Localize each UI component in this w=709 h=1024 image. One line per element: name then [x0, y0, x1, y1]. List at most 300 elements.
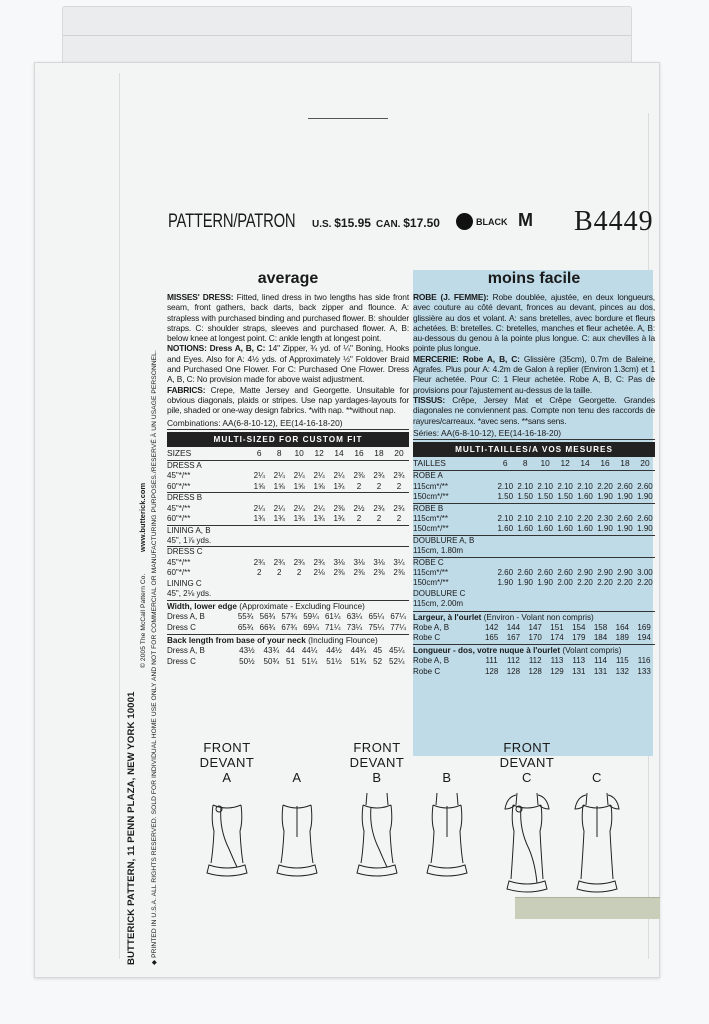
row-label: 150cm*/** — [413, 492, 449, 502]
table-row — [167, 471, 409, 481]
table-cell: 51¼ — [301, 656, 318, 666]
table-cell: 2⅜ — [373, 568, 385, 578]
table-row — [413, 492, 655, 503]
table-cell: 2.20 — [577, 513, 593, 523]
table-row — [413, 503, 655, 514]
table-cell: 194 — [637, 633, 651, 643]
description-bold: MERCERIE: Robe A, B, C: — [413, 353, 520, 364]
table-cell: 1.60 — [537, 524, 553, 534]
shoulder-strap — [607, 793, 608, 805]
row-label: 115cm, 1.80m — [413, 546, 464, 556]
table-cell: 1.60 — [517, 524, 533, 534]
envelope-fold-line — [63, 35, 631, 36]
bodice-neckline — [363, 805, 391, 808]
table-cell: 2¼ — [253, 471, 265, 481]
dress-body — [211, 805, 243, 863]
figure-label-devant — [562, 755, 632, 770]
dress-drawing — [269, 789, 325, 899]
table-row — [167, 536, 409, 547]
table-row — [167, 568, 409, 578]
table-cell: 132 — [615, 666, 629, 676]
description — [167, 292, 409, 416]
row-label: Dress A, B — [167, 612, 205, 622]
width-heading — [413, 611, 655, 623]
description-paragraph — [413, 395, 655, 426]
figure-view-letter: B — [442, 770, 452, 785]
table-cell: 112 — [528, 656, 542, 666]
table-row — [167, 525, 409, 536]
size-label: M — [518, 210, 533, 230]
figure-view-letter: A — [222, 770, 232, 785]
row-label: LINING C — [167, 578, 202, 588]
table-cell: 65¾ — [237, 622, 254, 632]
table-cell: 170 — [528, 633, 542, 643]
table-cell: 2¼ — [273, 503, 285, 513]
row-label: 115cm*/** — [413, 568, 448, 578]
table-cell: 71¼ — [324, 622, 341, 632]
table-cell: 2¾ — [273, 557, 285, 567]
row-label: DRESS B — [167, 493, 409, 504]
row-label: 115cm, 2.00m — [413, 599, 464, 609]
row-label: 60"*/** — [167, 481, 191, 491]
size-cell: 10 — [540, 458, 550, 469]
difficulty-heading: moins facile — [487, 270, 581, 287]
table-row — [167, 623, 409, 633]
table-cell: 2.10 — [577, 481, 593, 491]
table-cell: 61¼ — [324, 612, 341, 622]
dress-figure — [262, 740, 332, 899]
sleeve — [505, 795, 516, 809]
table-cell: 189 — [615, 633, 629, 643]
size-cell: 16 — [600, 458, 610, 469]
table-cell: 66¾ — [259, 622, 276, 632]
combinations-value: AA(6-8-10-12), EE(14-16-18-20) — [440, 427, 562, 438]
table-row — [413, 599, 655, 609]
flap-mark — [308, 118, 388, 119]
table-cell: 1¾ — [273, 514, 285, 524]
description-paragraph — [167, 343, 409, 384]
dress-drawing — [349, 789, 405, 899]
figure-view-letter: C — [522, 770, 532, 785]
table-row — [167, 646, 409, 656]
size-cell: 14 — [580, 458, 590, 469]
description-paragraph — [167, 385, 409, 416]
table-cell: 2.60 — [537, 568, 553, 578]
size-cell: 8 — [522, 458, 528, 469]
side-front-seam — [371, 807, 387, 867]
table-cell: 115 — [615, 656, 629, 666]
table-cell: 1.90 — [597, 492, 613, 502]
table-cell: 2.90 — [617, 568, 633, 578]
back-title: Back length from base of your neck — [167, 636, 306, 646]
table-cell: 2¼ — [273, 471, 285, 481]
table-cell: 114 — [594, 656, 607, 666]
flounce — [207, 865, 247, 876]
table-row — [167, 514, 409, 525]
table-row — [413, 623, 655, 633]
dress-figure — [412, 740, 482, 899]
table-cell: 44¾ — [350, 646, 367, 656]
table-cell: 2.60 — [637, 513, 653, 523]
table-cell: 2.10 — [517, 513, 533, 523]
width-title: Largeur, à l'ourlet — [413, 612, 482, 622]
table-cell: 2½ — [353, 503, 365, 513]
table-cell: 113 — [550, 656, 564, 666]
table-cell: 2¼ — [293, 503, 305, 513]
table-cell: 174 — [550, 633, 564, 643]
table-cell: 1.90 — [537, 578, 553, 588]
table-cell: 52 — [373, 656, 383, 666]
pattern-label: PATTERN/PATRON — [168, 211, 296, 232]
back-length-table — [413, 656, 655, 677]
table-cell: 77¼ — [390, 622, 406, 632]
table-cell: 59¼ — [303, 612, 319, 622]
shoulder-strap — [516, 793, 517, 805]
description-bold: MISSES' DRESS: — [167, 292, 234, 302]
legal-notice: ◆ PRINTED IN U.S.A. ALL RIGHTS RESERVED. SOLD FOR INDIVIDUAL HOME USE ONLY AND NOT FOR COMMERCIAL OR MANUFACTURING PURPOSES./RESERVÉ À UN USAGE PERSONNEL. — [151, 350, 158, 965]
row-label: 45"*/** — [167, 503, 191, 513]
row-label: Dress A, B — [167, 646, 205, 656]
pattern-number: B4449 — [574, 206, 654, 237]
figure-label-front — [562, 740, 632, 755]
figure-view-letter: C — [592, 770, 602, 785]
row-label: 45", 2⅛ yds. — [167, 588, 212, 598]
table-cell: 2.10 — [497, 513, 514, 523]
table-cell: 2.60 — [517, 568, 533, 578]
table-cell: 2 — [376, 514, 382, 524]
table-cell: 67¼ — [390, 612, 406, 622]
shoulder-strap — [537, 793, 538, 805]
table-row — [413, 667, 655, 677]
width-title: Width, lower edge — [167, 602, 237, 612]
table-cell: 1.60 — [577, 492, 593, 502]
table-cell: 144 — [506, 622, 521, 632]
table-row — [167, 493, 409, 504]
table-cell: 2⅜ — [333, 568, 345, 578]
table-cell: 1.50 — [497, 492, 514, 502]
description-bold: FABRICS: — [167, 384, 206, 395]
table-cell: 44½ — [326, 646, 342, 656]
dress-body — [361, 805, 393, 863]
yardage-table — [413, 457, 655, 610]
table-row — [413, 514, 655, 524]
dress-drawing — [199, 789, 255, 899]
table-cell: 1⅝ — [273, 481, 285, 491]
size-cell: 12 — [314, 448, 324, 459]
shoulder-strap — [457, 793, 458, 805]
table-cell: 75¼ — [368, 622, 385, 632]
table-cell: 2.60 — [497, 568, 514, 578]
table-row — [413, 633, 655, 643]
table-cell: 2.90 — [597, 568, 613, 578]
dress-figure — [342, 740, 412, 899]
size-cell: 6 — [256, 448, 262, 459]
row-label: Robe A, B — [413, 656, 450, 666]
table-cell: 2⅜ — [333, 503, 345, 513]
row-label: 150cm*/** — [413, 524, 449, 534]
dress-figure — [192, 740, 262, 899]
table-cell: 2.20 — [577, 578, 593, 588]
table-cell: 1.60 — [577, 524, 593, 534]
row-label: ROBE C — [413, 557, 655, 568]
size-cell: 20 — [394, 448, 404, 459]
table-cell: 151 — [550, 622, 564, 632]
table-cell: 50¾ — [263, 656, 280, 666]
table-cell: 112 — [507, 656, 520, 666]
us-price-value: $15.95 — [334, 216, 371, 230]
dress-drawing — [499, 789, 555, 899]
row-label: LINING A, B — [167, 525, 409, 536]
english-section — [167, 270, 409, 667]
table-row — [413, 568, 655, 578]
size-cell: 14 — [334, 448, 344, 459]
table-cell: 43¾ — [263, 646, 280, 656]
table-cell: 2¾ — [373, 503, 385, 513]
table-cell: 1¾ — [313, 514, 325, 524]
description-text: Glissière (35cm), 0.7m de Baleine, Agrafes. Plus pour A: 4.2m de Galon à replier (Environ 1.3cm) et 1 Fleur achetée. Pour C: 1 Fleur achetée. Robe A, B, C: Pas de provisions pour l'ajustement au-dessus de la taille. — [413, 353, 655, 395]
table-cell: 1⅝ — [253, 481, 265, 491]
table-cell: 142 — [484, 622, 499, 632]
yardage-table — [167, 447, 409, 600]
table-cell: 1⅝ — [313, 481, 325, 491]
table-row — [167, 504, 409, 514]
table-cell: 55¾ — [237, 612, 254, 622]
difficulty-heading: average — [257, 270, 319, 287]
table-row — [413, 524, 655, 535]
table-cell: 2¾ — [293, 557, 305, 567]
table-row — [167, 461, 409, 472]
description-bold: TISSUS: — [413, 394, 445, 405]
table-row — [167, 612, 409, 622]
flounce — [277, 865, 317, 876]
table-row — [413, 589, 655, 599]
row-label: DOUBLURE C — [413, 588, 466, 598]
row-label: 60"*/** — [167, 514, 191, 524]
table-row — [413, 471, 655, 482]
table-cell: 50½ — [239, 656, 255, 666]
table-cell: 63¼ — [346, 612, 363, 622]
combinations-value: AA(6-8-10-12), EE(14-16-18-20) — [222, 417, 343, 428]
table-cell: 1.90 — [617, 492, 633, 502]
side-front-seam — [521, 807, 537, 883]
flounce — [357, 865, 397, 876]
table-cell: 2.20 — [637, 578, 653, 588]
size-cell: 18 — [374, 448, 384, 459]
table-row — [167, 547, 409, 558]
table-cell: 67¾ — [281, 622, 297, 632]
row-label: 115cm*/** — [413, 481, 448, 491]
row-label: 150cm*/** — [413, 578, 449, 588]
sizes-label: SIZES — [167, 448, 192, 459]
table-cell: 2¼ — [253, 503, 265, 513]
table-cell: 1¾ — [333, 514, 345, 524]
table-cell: 1.90 — [637, 524, 653, 534]
table-cell: 51 — [286, 656, 295, 666]
table-cell: 129 — [550, 666, 564, 676]
size-cell: 16 — [354, 448, 364, 459]
size-header-row — [413, 457, 655, 471]
table-cell: 2¾ — [393, 503, 405, 513]
table-cell: 2.10 — [517, 481, 533, 491]
side-front-seam — [221, 807, 237, 867]
table-cell: 2¼ — [313, 503, 325, 513]
table-row — [413, 546, 655, 557]
table-cell: 2 — [396, 514, 402, 524]
table-cell: 116 — [637, 656, 651, 666]
size-cell: 10 — [294, 448, 304, 459]
envelope-header — [168, 205, 654, 241]
sizes-label: TAILLES — [413, 458, 446, 469]
row-label: 45"*/** — [167, 557, 191, 567]
table-cell: 1¾ — [333, 481, 345, 491]
width-table — [413, 623, 655, 644]
description-paragraph — [413, 292, 655, 354]
dress-body — [511, 805, 543, 879]
table-cell: 2 — [257, 568, 262, 578]
table-row — [413, 578, 655, 588]
table-cell: 2 — [356, 514, 362, 524]
shoulder-strap — [586, 793, 587, 805]
yardage-bar: MULTI-SIZED FOR CUSTOM FIT — [167, 432, 409, 447]
table-cell: 165 — [484, 633, 499, 643]
table-cell: 147 — [528, 622, 542, 632]
table-cell: 1.50 — [537, 492, 553, 502]
table-cell: 167 — [506, 633, 521, 643]
table-cell: 2¼ — [293, 471, 305, 481]
row-label: ROBE A — [413, 471, 655, 482]
table-cell: 113 — [572, 656, 586, 666]
table-cell: 52¼ — [389, 656, 405, 666]
width-table — [167, 612, 409, 633]
figure-label-devant: DEVANT — [349, 755, 405, 770]
table-cell: 43½ — [239, 646, 255, 656]
table-cell: 2 — [296, 568, 302, 578]
legal-text: PRINTED IN U.S.A. ALL RIGHTS RESERVED. SOLD FOR INDIVIDUAL HOME USE ONLY AND NOT FOR COMMERCIAL OR MANUFACTURING PURPOSES./RESERVÉ À UN USAGE PERSONNEL. — [151, 350, 158, 958]
width-note: (Environ - Volant non compris) — [483, 612, 594, 622]
table-cell: 2.30 — [597, 513, 613, 523]
row-label: DOUBLURE A, B — [413, 535, 655, 546]
size-header-row — [167, 447, 409, 461]
table-cell: 1.50 — [517, 492, 533, 502]
back-length-heading — [167, 634, 409, 646]
description — [413, 292, 655, 426]
table-cell: 128 — [506, 666, 521, 676]
row-label: Robe A, B — [413, 622, 450, 632]
table-cell: 45¼ — [389, 646, 405, 656]
table-cell: 3.00 — [637, 568, 653, 578]
can-price — [376, 216, 440, 230]
table-cell: 2.10 — [497, 481, 514, 491]
table-cell: 2.60 — [557, 568, 573, 578]
table-cell: 2¼ — [313, 471, 325, 481]
table-cell: 1.60 — [497, 524, 514, 534]
table-cell: 169 — [637, 622, 651, 632]
table-cell: 2.20 — [617, 578, 633, 588]
back-note: (Volant compris) — [562, 646, 622, 656]
combinations-label: Combinations: — [167, 417, 221, 428]
table-cell: 3⅛ — [373, 557, 385, 567]
back-title: Longueur - dos, votre nuque à l'ourlet — [413, 646, 561, 656]
table-cell: 2.20 — [597, 481, 613, 491]
table-cell: 1.90 — [637, 492, 653, 502]
back-length-table — [167, 646, 409, 667]
size-cell: 12 — [560, 458, 570, 469]
table-cell: 45 — [373, 646, 383, 656]
description-text: Crêpe, Jersey Mat et Crêpe Georgette. Grandes diagonales ne conviennent pas. Compte non tenu des raccords de rayures/carreaux. *avec sens. **sans sens. — [413, 394, 655, 426]
size-cell: 20 — [640, 458, 650, 469]
table-cell: 1.90 — [597, 524, 613, 534]
description-bold: ROBE (J. FEMME): — [413, 292, 489, 302]
table-cell: 2.00 — [557, 578, 573, 588]
table-cell: 3⅛ — [353, 557, 365, 567]
table-row — [167, 589, 409, 599]
table-cell: 2⅜ — [353, 471, 365, 481]
flounce — [577, 881, 617, 892]
website-link[interactable]: www.butterick.com — [138, 482, 147, 552]
table-row — [413, 557, 655, 568]
table-cell: 2 — [396, 481, 402, 491]
combinations-label: Séries: — [413, 427, 440, 438]
can-label: CAN. — [376, 219, 401, 230]
us-label: U.S. — [312, 219, 332, 230]
size-cell: 6 — [502, 458, 508, 469]
table-cell: 111 — [485, 656, 498, 666]
table-cell: 128 — [484, 666, 499, 676]
table-cell: 2.90 — [577, 568, 593, 578]
figure-label-front: FRONT — [353, 740, 401, 755]
table-cell: 2⅜ — [393, 568, 405, 578]
publisher-address: BUTTERICK PATTERN, 11 PENN PLAZA, NEW YORK 10001 — [126, 691, 137, 965]
description-text: Fitted, lined dress in two lengths has side front seam, front gathers, back darts, back zipper and flounce. A: strapless with purchased binding and purchased flower. B: shoulder straps. C: shoulder straps, sleeves and purchased flower. A, B: below knee at longest point. C: ankle length at longest point. — [167, 292, 409, 344]
table-cell: 1.90 — [497, 578, 514, 588]
table-cell: 128 — [528, 666, 542, 676]
dress-drawing — [419, 789, 475, 899]
figure-label-front: FRONT — [203, 740, 251, 755]
table-cell: 2.20 — [597, 578, 613, 588]
table-row — [413, 482, 655, 492]
table-cell: 65¼ — [368, 612, 385, 622]
row-label: ROBE B — [413, 503, 655, 514]
table-cell: 2¾ — [393, 471, 405, 481]
size-cell: 8 — [276, 448, 282, 459]
width-heading — [167, 600, 409, 612]
french-section — [413, 270, 655, 677]
figure-view-letter: B — [372, 770, 382, 785]
row-label: Robe C — [413, 666, 441, 676]
table-cell: 2¼ — [333, 471, 345, 481]
table-cell: 154 — [572, 622, 586, 632]
description-text: Crepe, Matte Jersey and Georgette. Unsuitable for obvious diagonals, plaids or stripes. Use nap yardages-layouts for pile, shaded or one-way design fabrics. *with nap. **without nap. — [167, 384, 409, 416]
color-dot-icon — [456, 213, 473, 230]
figure-label-devant — [262, 755, 332, 770]
figure-label-front: FRONT — [503, 740, 551, 755]
row-label: Robe C — [413, 633, 441, 643]
table-cell: 44 — [286, 646, 295, 656]
table-cell: 73¼ — [346, 622, 363, 632]
table-cell: 2.10 — [537, 513, 553, 523]
table-cell: 2¾ — [313, 557, 325, 567]
figure-label-front — [262, 740, 332, 755]
figure-view-letter: A — [292, 770, 302, 785]
figure-label-devant — [412, 755, 482, 770]
table-row — [167, 657, 409, 667]
table-cell: 44¼ — [301, 646, 318, 656]
table-row — [167, 558, 409, 568]
table-cell: 2¾ — [253, 557, 265, 567]
table-cell: 56¾ — [259, 612, 276, 622]
shoulder-strap — [366, 793, 367, 805]
table-cell: 51½ — [326, 656, 342, 666]
